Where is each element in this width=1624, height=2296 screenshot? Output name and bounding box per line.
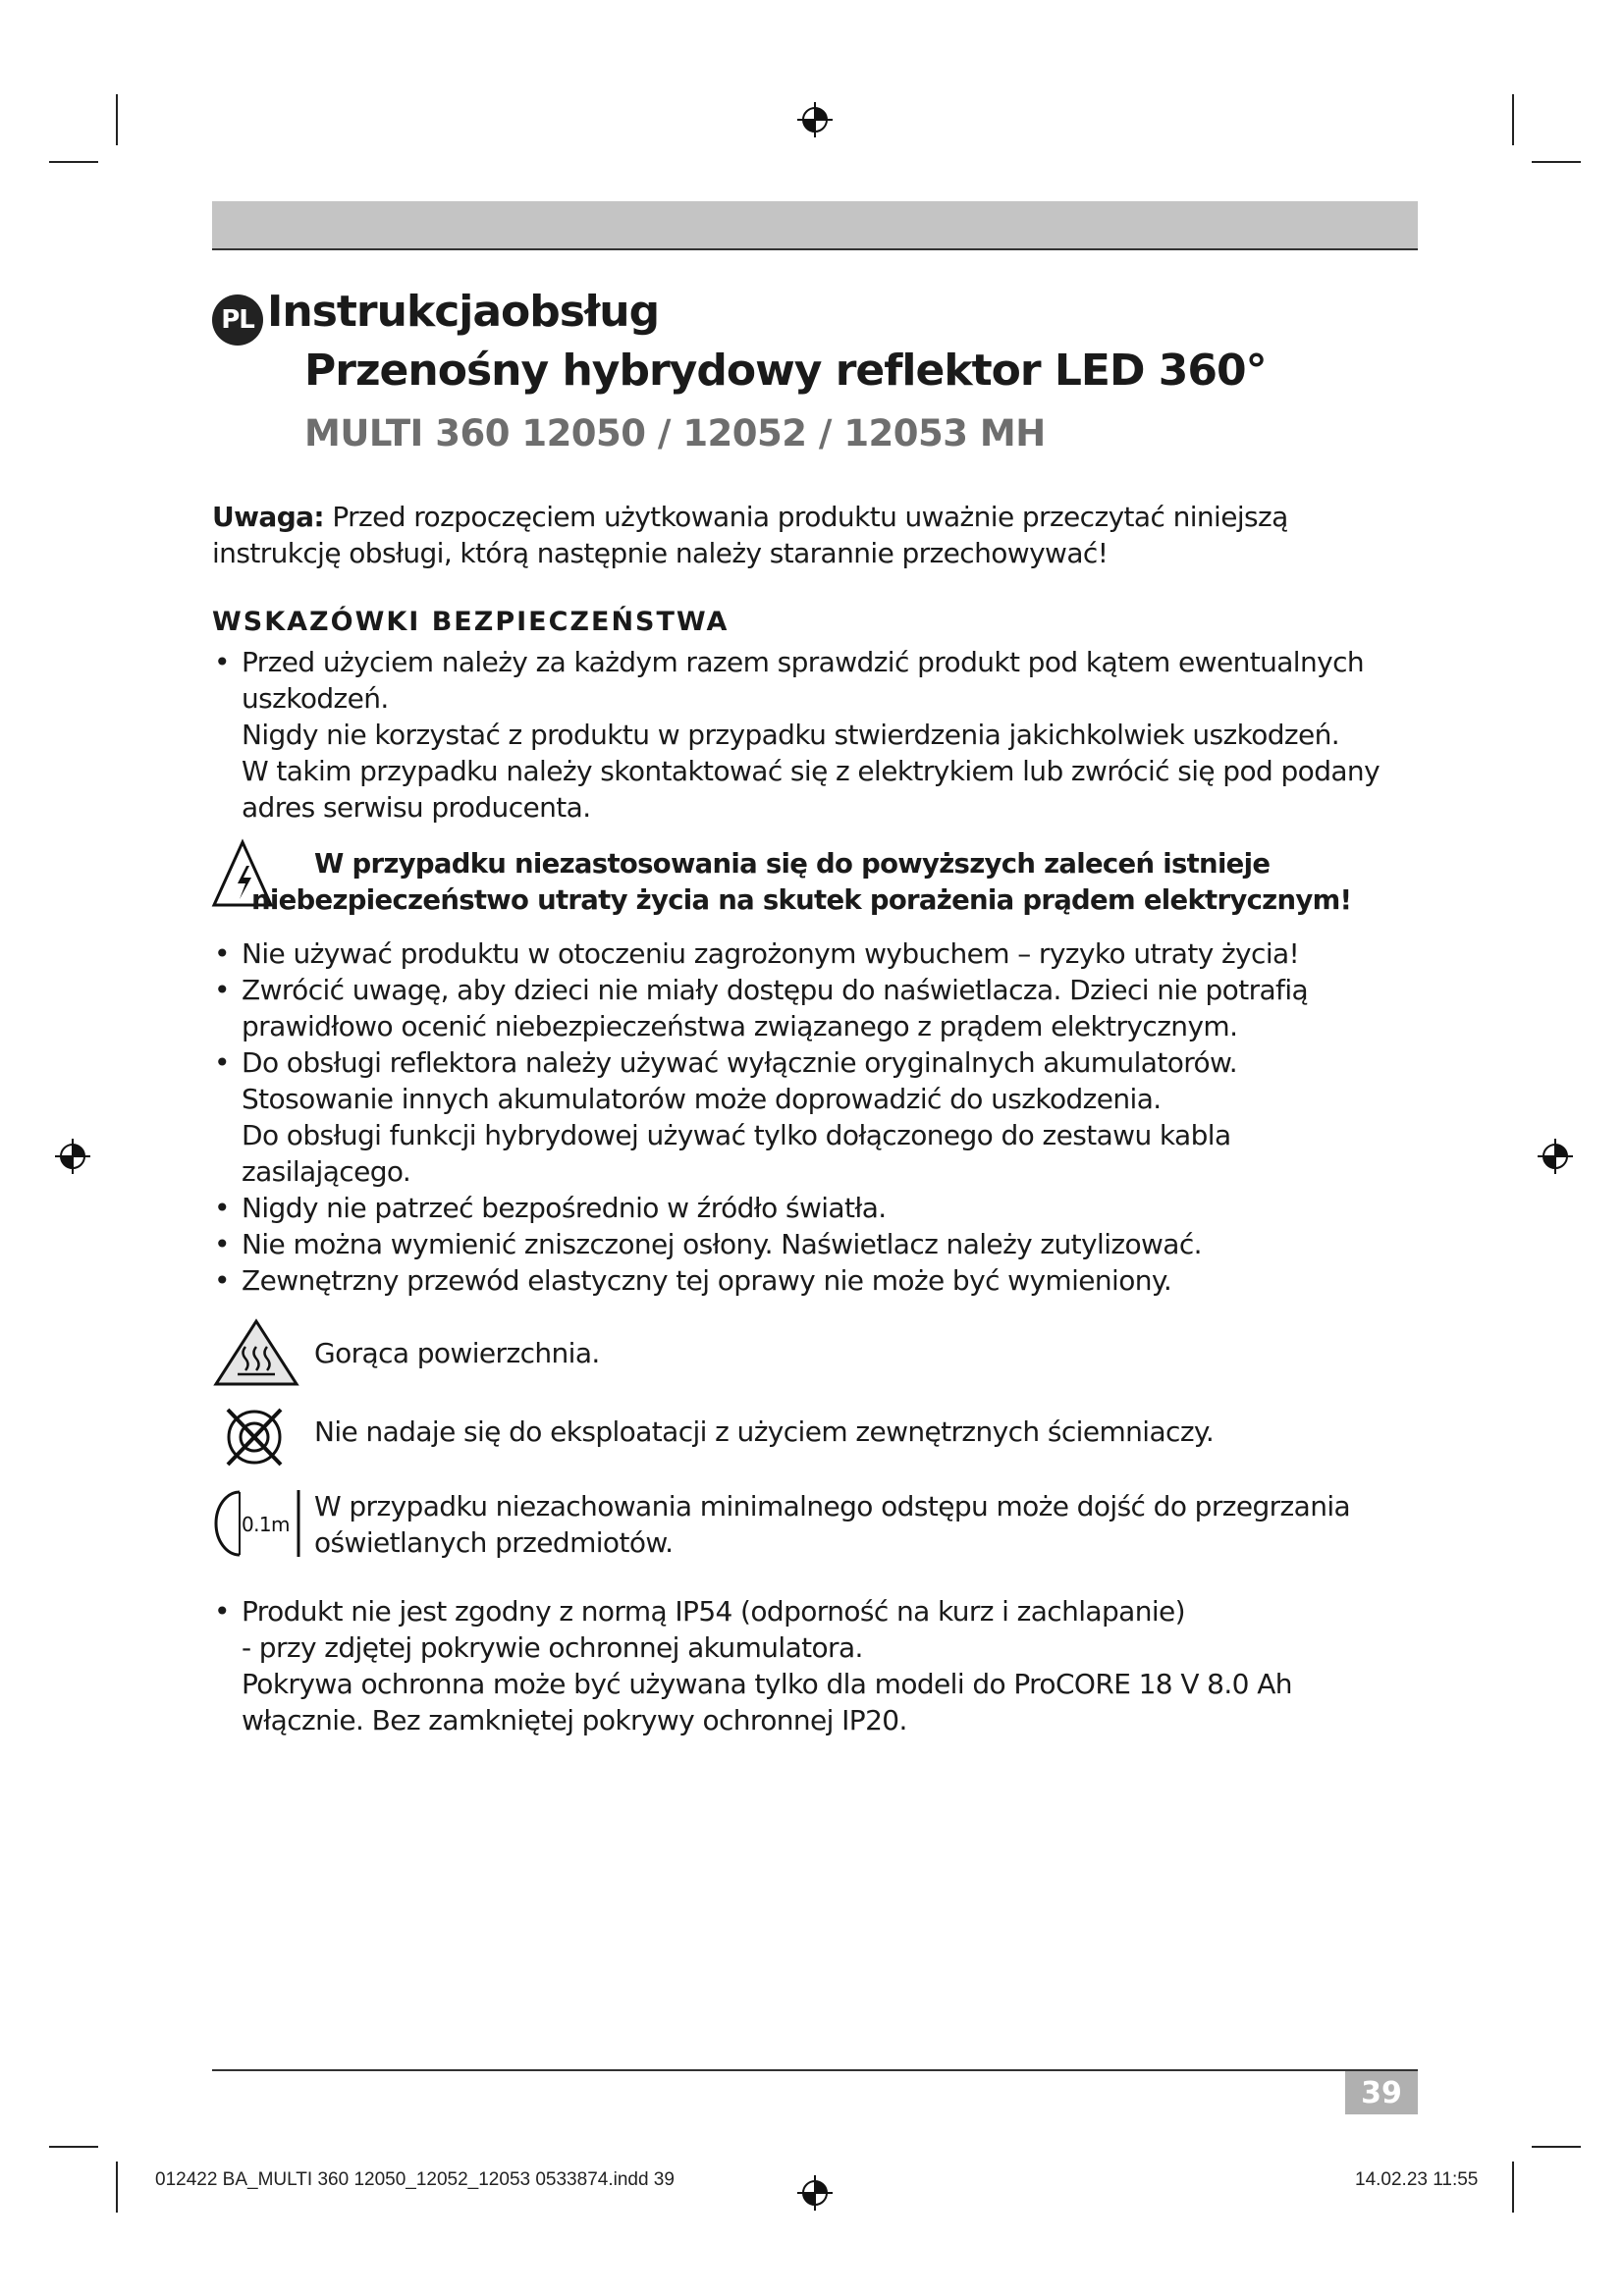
warning-line: W przypadku niezastosowania się do powyższych zaleceń istnieje <box>314 848 1271 880</box>
note-text: instrukcję obsługi, którą następnie należy starannie przechowywać! <box>212 537 1109 569</box>
crop-mark <box>1512 94 1514 145</box>
warning-text <box>212 846 1430 919</box>
crop-mark <box>1512 2162 1514 2213</box>
section-heading: WSKAZÓWKI BEZPIECZEŃSTWA <box>212 607 730 637</box>
hot-surface-icon <box>212 1317 300 1388</box>
file-slug: 012422 BA_MULTI 360 12050_12052_12053 0533874.indd 39 <box>155 2169 675 2190</box>
symbol-text: Nie nadaje się do eksploatacji z użyciem zewnętrznych ściemniaczy. <box>314 1415 1215 1448</box>
list-item-text: W takim przypadku należy skontaktować się z elektrykiem lub zwrócić się pod podany <box>242 755 1380 787</box>
page-title: Instrukcjaobsług <box>267 287 660 337</box>
list-item-text: Zewnętrzny przewód elastyczny tej oprawy nie może być wymieniony. <box>242 1264 1172 1297</box>
list-item-text: Do obsługi funkcji hybrydowej używać tylko dołączonego do zestawu kabla <box>242 1119 1231 1151</box>
distance-label: 0.1m <box>242 1513 290 1536</box>
list-item-text: Pokrywa ochronna może być używana tylko dla modeli do ProCORE 18 V 8.0 Ah <box>242 1668 1292 1700</box>
safety-list <box>212 644 1430 826</box>
registration-mark-icon <box>53 1137 92 1176</box>
safety-list <box>212 935 1430 1299</box>
list-item-text: zasilającego. <box>242 1155 411 1188</box>
warning-line: niebezpieczeństwo utraty życia na skutek porażenia prądem elektrycznym! <box>251 884 1352 916</box>
list-item-text: uszkodzeń. <box>242 682 389 715</box>
header-bar <box>212 201 1418 250</box>
symbol-text-line: W przypadku niezachowania minimalnego odstępu może dojść do przegrzania <box>314 1490 1351 1522</box>
list-item-text: Nie można wymienić zniszczonej osłony. Naświetlacz należy zutylizować. <box>242 1228 1202 1260</box>
model-numbers: MULTI 360 12050 / 12052 / 12053 MH <box>304 412 1046 454</box>
list-item <box>212 1044 1430 1190</box>
no-dimmer-row <box>212 1402 1430 1480</box>
list-item <box>212 1190 1430 1226</box>
registration-mark-icon <box>795 100 835 139</box>
list-item <box>212 1226 1430 1262</box>
bullet: • <box>214 1046 230 1079</box>
note-text: Przed rozpoczęciem użytkowania produktu uważnie przeczytać niniejszą <box>324 501 1288 533</box>
no-dimmer-icon <box>220 1402 289 1472</box>
list-item-text: Do obsługi reflektora należy używać wyłącznie oryginalnych akumulatorów. <box>242 1046 1238 1079</box>
footer-rule <box>212 2069 1418 2071</box>
symbol-text-line: oświetlanych przedmiotów. <box>314 1526 674 1559</box>
product-title: Przenośny hybrydowy reflektor LED 360° <box>304 346 1267 396</box>
min-distance-row <box>212 1478 1430 1567</box>
crop-mark <box>49 161 98 163</box>
symbol-text <box>314 1488 1434 1561</box>
bullet: • <box>214 1228 230 1260</box>
bullet: • <box>214 1192 230 1224</box>
safety-list <box>212 1593 1430 1738</box>
page-number: 39 <box>1345 2071 1418 2114</box>
list-item-text: Nigdy nie patrzeć bezpośrednio w źródło światła. <box>242 1192 887 1224</box>
list-item <box>212 935 1430 972</box>
list-item <box>212 1262 1430 1299</box>
list-item-text: adres serwisu producenta. <box>242 791 591 824</box>
list-item-text: - przy zdjętej pokrywie ochronnej akumulatora. <box>242 1631 863 1664</box>
print-date: 14.02.23 11:55 <box>1355 2169 1479 2190</box>
list-item-text: Zwrócić uwagę, aby dzieci nie miały dostępu do naświetlacza. Dzieci nie potrafią <box>242 974 1309 1006</box>
note-paragraph <box>212 499 1420 571</box>
min-distance-icon <box>212 1486 306 1561</box>
crop-mark <box>116 2162 118 2213</box>
symbol-text: Gorąca powierzchnia. <box>314 1337 600 1369</box>
language-badge: PL <box>212 294 263 346</box>
registration-mark-icon <box>1536 1137 1575 1176</box>
hot-surface-row <box>212 1323 1430 1402</box>
bullet: • <box>214 937 230 970</box>
crop-mark <box>1532 161 1581 163</box>
registration-mark-icon <box>795 2173 835 2213</box>
bullet: • <box>214 974 230 1006</box>
crop-mark <box>116 94 118 145</box>
list-item-text: Nie używać produktu w otoczeniu zagrożonym wybuchem – ryzyko utraty życia! <box>242 937 1300 970</box>
list-item-text: prawidłowo ocenić niebezpieczeństwa związanego z prądem elektrycznym. <box>242 1010 1238 1042</box>
note-label: Uwaga: <box>212 501 325 533</box>
crop-mark <box>49 2146 98 2148</box>
crop-mark <box>1532 2146 1581 2148</box>
list-item <box>212 1593 1430 1738</box>
list-item-text: Przed użyciem należy za każdym razem sprawdzić produkt pod kątem ewentualnych <box>242 646 1365 678</box>
bullet: • <box>214 646 230 678</box>
list-item-text: Nigdy nie korzystać z produktu w przypadku stwierdzenia jakichkolwiek uszkodzeń. <box>242 719 1340 751</box>
list-item-text: Stosowanie innych akumulatorów może doprowadzić do uszkodzenia. <box>242 1083 1162 1115</box>
list-item-text: włącznie. Bez zamkniętej pokrywy ochronnej IP20. <box>242 1704 907 1736</box>
list-item <box>212 644 1430 826</box>
list-item-text: Produkt nie jest zgodny z normą IP54 (odporność na kurz i zachlapanie) <box>242 1595 1185 1628</box>
bullet: • <box>214 1595 230 1628</box>
bullet: • <box>214 1264 230 1297</box>
list-item <box>212 972 1430 1044</box>
